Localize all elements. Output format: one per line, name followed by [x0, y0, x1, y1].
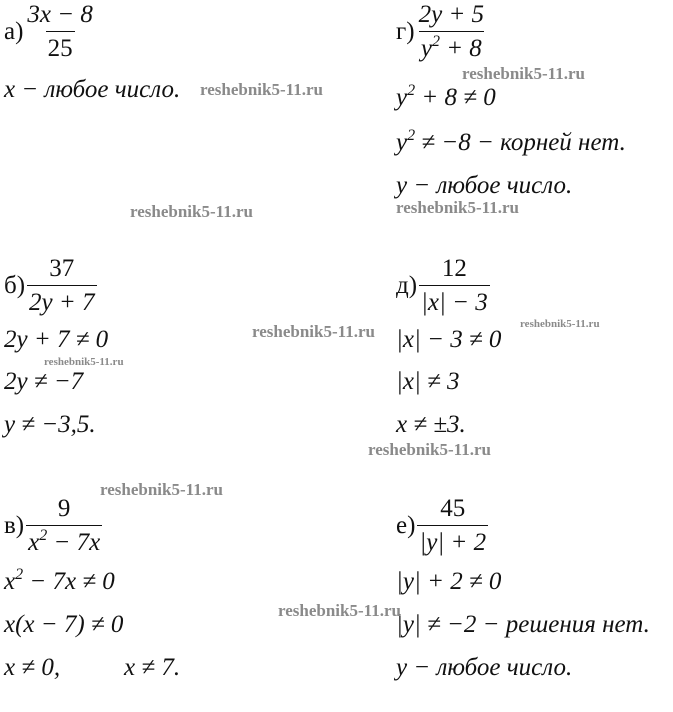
- exercise-a-label: а): [4, 18, 24, 45]
- exercise-g-line1: $y^2 + 8 \ne 0$: [396, 82, 496, 111]
- exercise-g-fraction: [396, 2, 486, 61]
- fraction-d-numerator: 12: [441, 255, 467, 282]
- exercise-g-line2: $y^2 \ne -8$ − корней нет.: [396, 127, 626, 156]
- exercise-d-line3: x ≠ ±3.: [396, 411, 466, 438]
- exercise-v-line3b: x ≠ 7.: [124, 654, 181, 681]
- fraction-v: [26, 496, 102, 555]
- watermark: reshebnik5-11.ru: [520, 318, 600, 330]
- fraction-g: [417, 2, 486, 61]
- watermark: reshebnik5-11.ru: [368, 440, 491, 459]
- watermark: reshebnik5-11.ru: [396, 198, 519, 217]
- fraction-e-numerator: 45: [440, 495, 466, 522]
- exercise-d-line2: |x| ≠ 3: [396, 368, 460, 395]
- exercise-a-line1: x − любое число.: [4, 76, 181, 103]
- fraction-g-numerator: 2y + 5: [418, 1, 485, 28]
- exercise-d-fraction: [396, 256, 490, 315]
- exercise-b-fraction: [4, 256, 97, 315]
- fraction-v-numerator: 9: [57, 495, 71, 522]
- watermark: reshebnik5-11.ru: [462, 64, 585, 83]
- watermark: reshebnik5-11.ru: [44, 356, 124, 368]
- watermark: reshebnik5-11.ru: [100, 480, 223, 499]
- fraction-b-numerator: 37: [49, 255, 75, 282]
- fraction-b-denominator: 2y + 7: [27, 285, 96, 315]
- exercise-d-line1: |x| − 3 ≠ 0: [396, 326, 502, 353]
- exercise-g-line3: y − любое число.: [396, 172, 573, 199]
- watermark: reshebnik5-11.ru: [252, 322, 375, 341]
- exercise-v-fraction: [4, 496, 102, 555]
- fraction-g-denominator: $y^2 + 8$: [420, 33, 482, 62]
- exercise-e-label: е): [396, 512, 416, 539]
- exercise-b-label: б): [4, 272, 26, 299]
- fraction-a-denominator: 25: [46, 31, 75, 61]
- fraction-a-numerator: 3x − 8: [27, 1, 93, 28]
- exercise-e-line1: |y| + 2 ≠ 0: [396, 568, 502, 595]
- watermark: reshebnik5-11.ru: [130, 202, 253, 221]
- exercise-v-line2: x(x − 7) ≠ 0: [4, 611, 124, 638]
- exercise-e-line2: |y| ≠ −2 − решения нет.: [396, 611, 650, 638]
- exercise-b-line2: 2y ≠ −7: [4, 368, 84, 395]
- fraction-d: [419, 256, 490, 315]
- exercise-g-label: г): [396, 18, 415, 45]
- exercise-v-line1: $x^2 - 7x \ne 0$: [4, 566, 115, 595]
- watermark: reshebnik5-11.ru: [278, 601, 401, 620]
- exercise-d-label: д): [396, 272, 418, 299]
- exercise-b-line1: 2y + 7 ≠ 0: [4, 326, 109, 353]
- fraction-a: [25, 2, 94, 61]
- watermark: reshebnik5-11.ru: [200, 80, 323, 99]
- exercise-v-line3a: x ≠ 0,: [4, 654, 61, 681]
- fraction-v-denominator: $x^2 - 7x$: [28, 527, 101, 556]
- fraction-e: [417, 496, 488, 555]
- exercise-v-label: в): [4, 512, 25, 539]
- exercise-a-fraction: [4, 2, 95, 61]
- exercise-b-line3: y ≠ −3,5.: [4, 411, 96, 438]
- exercise-e-line3: y − любое число.: [396, 654, 573, 681]
- fraction-e-denominator: |y| + 2: [417, 525, 488, 555]
- fraction-d-denominator: |x| − 3: [419, 285, 490, 315]
- fraction-b: [27, 256, 96, 315]
- exercise-e-fraction: [396, 496, 488, 555]
